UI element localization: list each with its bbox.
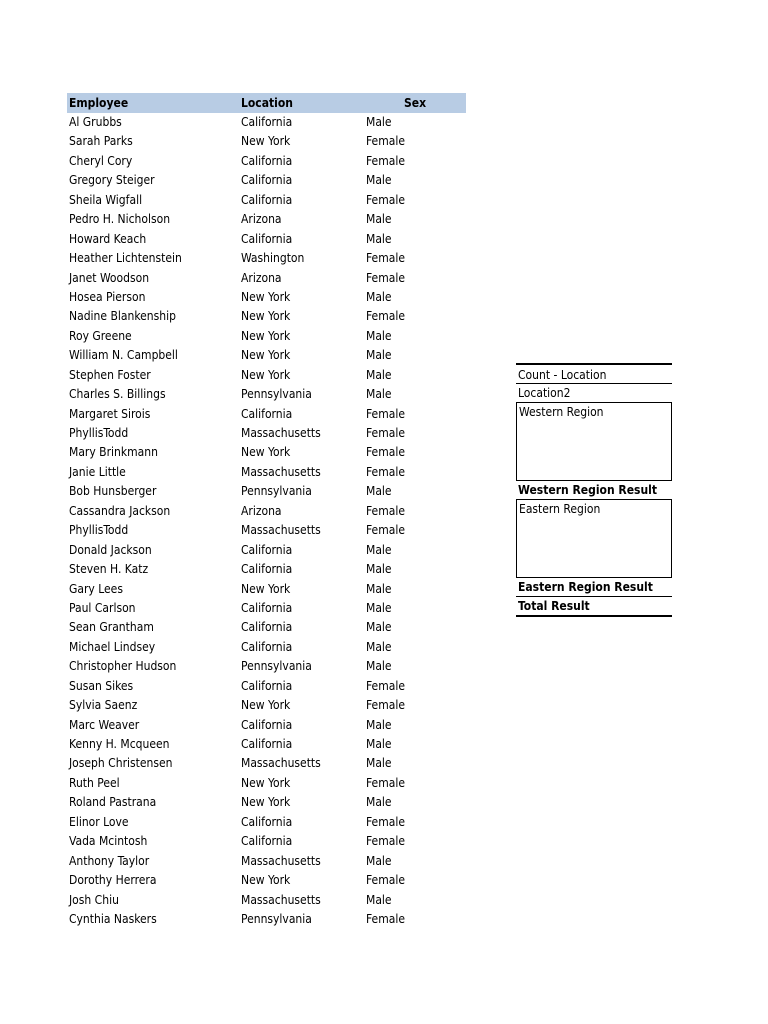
location-cell[interactable]: Arizona: [241, 212, 282, 227]
location-cell[interactable]: California: [241, 678, 293, 693]
employee-cell[interactable]: Kenny H. Mcqueen: [69, 737, 170, 751]
employee-cell[interactable]: Janet Woodson: [69, 270, 150, 285]
table-row: [67, 113, 466, 132]
sex-cell[interactable]: Female: [366, 873, 405, 888]
employee-cell[interactable]: Margaret Sirois: [69, 406, 151, 421]
sex-cell[interactable]: Female: [366, 445, 405, 460]
sex-cell[interactable]: Male: [366, 717, 392, 732]
location-cell[interactable]: Massachusetts: [241, 523, 321, 538]
table-row: [67, 249, 466, 268]
table-row: [67, 813, 466, 832]
sex-cell[interactable]: Female: [366, 814, 405, 829]
location-cell[interactable]: New York: [241, 309, 291, 324]
location-cell[interactable]: Pennsylvania: [241, 659, 312, 674]
sex-cell[interactable]: Female: [366, 834, 405, 849]
table-row: [67, 307, 466, 326]
location-cell[interactable]: California: [241, 542, 293, 557]
pivot-row-field[interactable]: Location2: [516, 384, 672, 403]
table-row: [67, 482, 466, 501]
sex-cell[interactable]: Male: [366, 581, 392, 596]
table-row: [67, 910, 466, 929]
pivot-eastern-region[interactable]: Eastern Region: [516, 500, 672, 578]
location-cell[interactable]: New York: [241, 328, 291, 343]
employee-table: [67, 93, 466, 929]
sex-cell[interactable]: Female: [366, 134, 405, 149]
table-row: [67, 269, 466, 288]
location-cell[interactable]: Massachusetts: [241, 426, 321, 440]
location-cell[interactable]: New York: [241, 348, 291, 363]
location-cell[interactable]: New York: [241, 698, 291, 713]
location-cell[interactable]: New York: [241, 795, 291, 810]
table-row: [67, 385, 466, 404]
sex-cell[interactable]: Male: [366, 115, 392, 129]
employee-cell[interactable]: Sylvia Saenz: [69, 698, 138, 713]
location-cell[interactable]: New York: [241, 445, 291, 460]
header-location[interactable]: Location: [241, 96, 293, 110]
employee-cell[interactable]: Howard Keach: [69, 231, 147, 246]
table-body: [67, 113, 466, 929]
sex-cell[interactable]: Female: [366, 775, 405, 790]
sex-cell[interactable]: Female: [366, 911, 405, 926]
table-row: [67, 735, 466, 754]
table-row: [67, 210, 466, 229]
employee-cell[interactable]: Stephen Foster: [69, 367, 151, 382]
employee-cell[interactable]: Christopher Hudson: [69, 659, 177, 674]
table-row: [67, 152, 466, 171]
table-row: [67, 677, 466, 696]
table-row: [67, 580, 466, 599]
table-row: [67, 132, 466, 151]
employee-cell[interactable]: Anthony Taylor: [69, 853, 150, 868]
location-cell[interactable]: Massachusetts: [241, 464, 321, 479]
pivot-eastern-region-result[interactable]: Eastern Region Result: [516, 578, 672, 597]
employee-cell[interactable]: Donald Jackson: [69, 542, 152, 557]
sex-cell[interactable]: Male: [366, 173, 392, 188]
location-cell[interactable]: California: [241, 639, 293, 654]
table-row: [67, 191, 466, 210]
table-row: [67, 657, 466, 676]
sex-cell[interactable]: Male: [366, 756, 392, 771]
table-row: [67, 288, 466, 307]
employee-cell[interactable]: Bob Hunsberger: [69, 484, 157, 499]
employee-cell[interactable]: PhyllisTodd: [69, 426, 129, 440]
employee-cell[interactable]: Marc Weaver: [69, 717, 140, 732]
sex-cell[interactable]: Female: [366, 406, 405, 421]
table-header-row: [67, 93, 466, 113]
table-row: [67, 405, 466, 424]
location-cell[interactable]: Pennsylvania: [241, 387, 312, 402]
location-cell[interactable]: New York: [241, 581, 291, 596]
employee-cell[interactable]: Cheryl Cory: [69, 153, 133, 168]
table-row: [67, 716, 466, 735]
employee-cell[interactable]: Steven H. Katz: [69, 562, 149, 577]
sex-cell[interactable]: Female: [366, 251, 405, 266]
table-row: [67, 346, 466, 365]
location-cell[interactable]: California: [241, 737, 293, 751]
table-row: [67, 463, 466, 482]
table-row: [67, 832, 466, 851]
header-sex[interactable]: Sex: [404, 96, 427, 110]
employee-cell[interactable]: Hosea Pierson: [69, 289, 146, 304]
pivot-western-region-result[interactable]: Western Region Result: [516, 481, 672, 500]
location-cell[interactable]: Arizona: [241, 503, 282, 518]
employee-cell[interactable]: Gregory Steiger: [69, 173, 155, 188]
employee-cell[interactable]: Gary Lees: [69, 581, 123, 596]
table-row: [67, 852, 466, 871]
table-row: [67, 366, 466, 385]
employee-cell[interactable]: Paul Carlson: [69, 600, 136, 615]
sex-cell[interactable]: Male: [366, 620, 392, 635]
location-cell[interactable]: California: [241, 620, 293, 635]
table-row: [67, 638, 466, 657]
employee-cell[interactable]: Nadine Blankenship: [69, 309, 176, 324]
employee-cell[interactable]: Sheila Wigfall: [69, 192, 143, 207]
employee-cell[interactable]: Sarah Parks: [69, 134, 133, 149]
pivot-title[interactable]: Count - Location: [516, 363, 672, 384]
location-cell[interactable]: New York: [241, 775, 291, 790]
sex-cell[interactable]: Female: [366, 523, 405, 538]
location-cell[interactable]: California: [241, 173, 293, 188]
employee-cell[interactable]: Heather Lichtenstein: [69, 251, 182, 266]
location-cell[interactable]: New York: [241, 289, 291, 304]
location-cell[interactable]: New York: [241, 134, 291, 149]
employee-cell[interactable]: Joseph Christensen: [69, 756, 173, 771]
employee-cell[interactable]: Vada Mcintosh: [69, 834, 148, 849]
sex-cell[interactable]: Male: [366, 892, 392, 907]
pivot-total-result[interactable]: Total Result: [516, 597, 672, 617]
employee-cell[interactable]: Josh Chiu: [69, 892, 119, 907]
location-cell[interactable]: Arizona: [241, 270, 282, 285]
employee-cell[interactable]: Roland Pastrana: [69, 795, 157, 810]
location-cell[interactable]: California: [241, 834, 293, 849]
sex-cell[interactable]: Male: [366, 387, 392, 402]
sex-cell[interactable]: Male: [366, 795, 392, 810]
table-row: [67, 171, 466, 190]
sex-cell[interactable]: Male: [366, 212, 392, 227]
table-row: [67, 502, 466, 521]
sex-cell[interactable]: Female: [366, 698, 405, 713]
sex-cell[interactable]: Male: [366, 853, 392, 868]
location-cell[interactable]: New York: [241, 873, 291, 888]
employee-cell[interactable]: Dorothy Herrera: [69, 873, 157, 888]
sex-cell[interactable]: Male: [366, 328, 392, 343]
sex-cell[interactable]: Female: [366, 309, 405, 324]
table-row: [67, 424, 466, 443]
table-row: [67, 327, 466, 346]
sex-cell[interactable]: Male: [366, 542, 392, 557]
sex-cell[interactable]: Male: [366, 737, 392, 751]
table-row: [67, 230, 466, 249]
employee-cell[interactable]: Sean Grantham: [69, 620, 154, 635]
employee-cell[interactable]: Janie Little: [69, 464, 126, 479]
pivot-table: [516, 363, 672, 617]
employee-cell[interactable]: Cynthia Naskers: [69, 911, 157, 926]
location-cell[interactable]: California: [241, 192, 293, 207]
employee-cell[interactable]: PhyllisTodd: [69, 523, 129, 538]
sex-cell[interactable]: Male: [366, 659, 392, 674]
table-row: [67, 618, 466, 637]
location-cell[interactable]: Pennsylvania: [241, 484, 312, 499]
employee-cell[interactable]: Roy Greene: [69, 328, 132, 343]
table-row: [67, 754, 466, 773]
employee-cell[interactable]: Michael Lindsey: [69, 639, 156, 654]
employee-cell[interactable]: Al Grubbs: [69, 115, 122, 129]
location-cell[interactable]: California: [241, 600, 293, 615]
location-cell[interactable]: New York: [241, 367, 291, 382]
table-row: [67, 541, 466, 560]
sex-cell[interactable]: Male: [366, 562, 392, 577]
location-cell[interactable]: Washington: [241, 251, 305, 266]
employee-cell[interactable]: Cassandra Jackson: [69, 503, 171, 518]
table-row: [67, 891, 466, 910]
location-cell[interactable]: California: [241, 231, 293, 246]
table-row: [67, 443, 466, 462]
sex-cell[interactable]: Female: [366, 464, 405, 479]
location-cell[interactable]: Massachusetts: [241, 892, 321, 907]
location-cell[interactable]: Massachusetts: [241, 853, 321, 868]
location-cell[interactable]: California: [241, 717, 293, 732]
sex-cell[interactable]: Female: [366, 270, 405, 285]
employee-cell[interactable]: Charles S. Billings: [69, 387, 166, 402]
location-cell[interactable]: Pennsylvania: [241, 911, 312, 926]
employee-cell[interactable]: Elinor Love: [69, 814, 129, 829]
location-cell[interactable]: California: [241, 562, 293, 577]
table-row: [67, 774, 466, 793]
header-employee[interactable]: Employee: [69, 96, 129, 110]
sex-cell[interactable]: Male: [366, 289, 392, 304]
sex-cell[interactable]: Male: [366, 600, 392, 615]
location-cell[interactable]: California: [241, 115, 293, 129]
pivot-western-region[interactable]: Western Region: [516, 403, 672, 481]
table-row: [67, 521, 466, 540]
sex-cell[interactable]: Male: [366, 484, 392, 499]
employee-cell[interactable]: Ruth Peel: [69, 775, 120, 790]
employee-cell[interactable]: Mary Brinkmann: [69, 445, 158, 460]
location-cell[interactable]: California: [241, 153, 293, 168]
sex-cell[interactable]: Female: [366, 426, 405, 440]
table-row: [67, 793, 466, 812]
table-row: [67, 696, 466, 715]
location-cell[interactable]: Massachusetts: [241, 756, 321, 771]
sex-cell[interactable]: Female: [366, 192, 405, 207]
sex-cell[interactable]: Female: [366, 678, 405, 693]
employee-cell[interactable]: William N. Campbell: [69, 348, 178, 363]
employee-cell[interactable]: Pedro H. Nicholson: [69, 212, 171, 227]
sex-cell[interactable]: Male: [366, 367, 392, 382]
location-cell[interactable]: California: [241, 406, 293, 421]
sex-cell[interactable]: Male: [366, 639, 392, 654]
table-row: [67, 560, 466, 579]
sex-cell[interactable]: Female: [366, 503, 405, 518]
location-cell[interactable]: California: [241, 814, 293, 829]
table-row: [67, 599, 466, 618]
table-row: [67, 871, 466, 890]
sex-cell[interactable]: Female: [366, 153, 405, 168]
employee-cell[interactable]: Susan Sikes: [69, 678, 134, 693]
sex-cell[interactable]: Male: [366, 231, 392, 246]
sex-cell[interactable]: Male: [366, 348, 392, 363]
